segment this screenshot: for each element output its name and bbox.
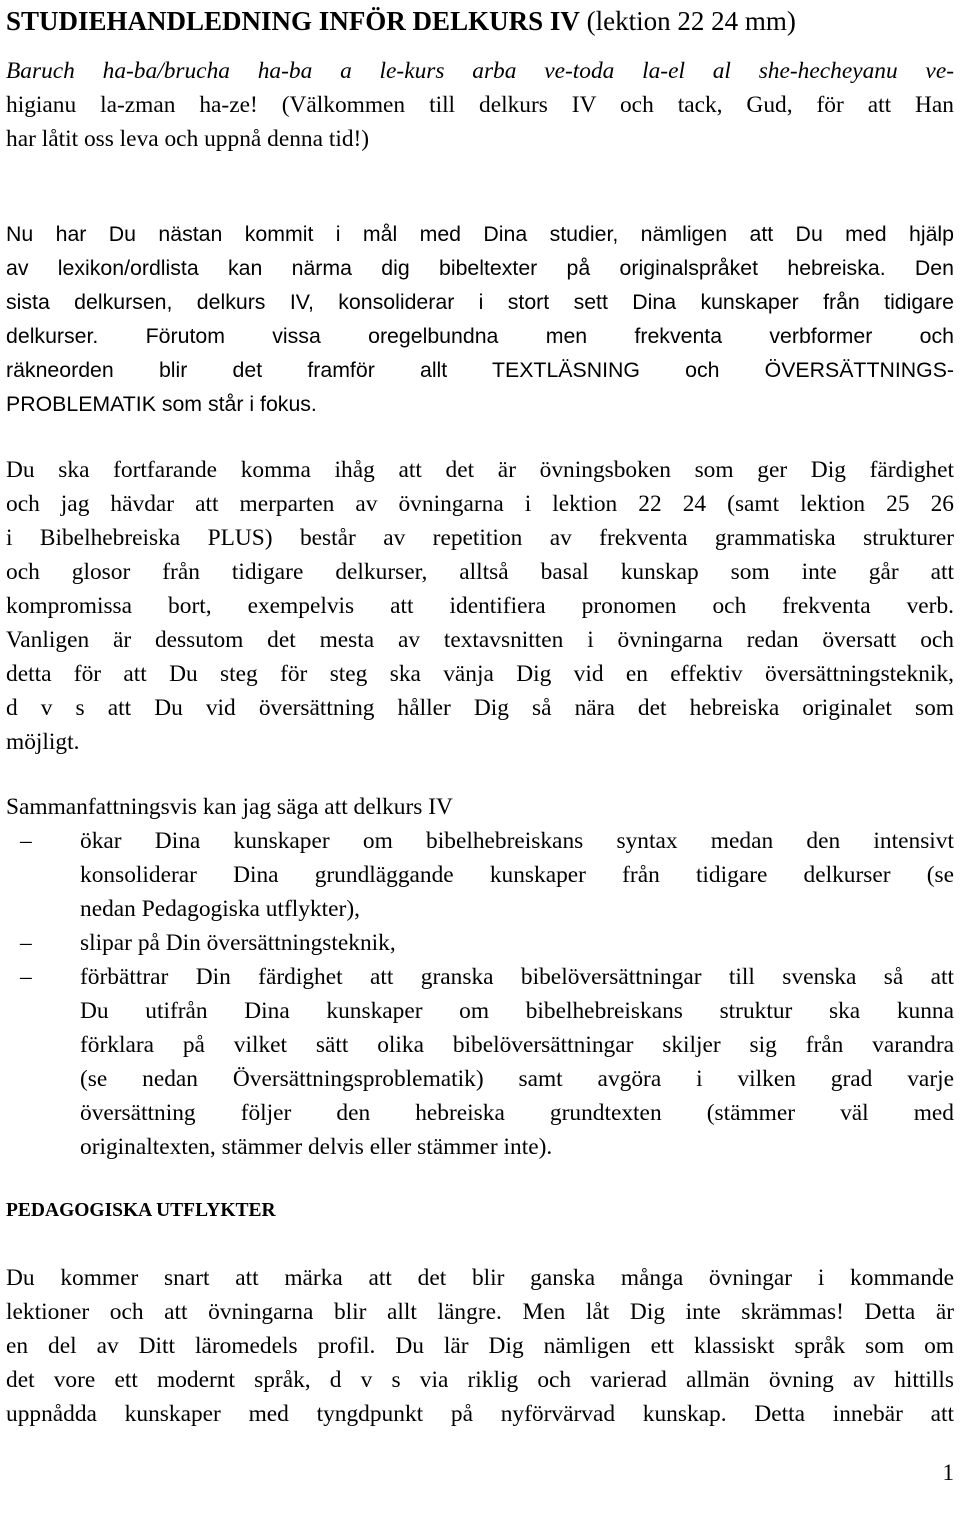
paragraph-line: Nu har Du nästan kommit i mål med Dina studier, nämligen att Du med hjälp: [6, 222, 954, 246]
list-line: slipar på Din översättningsteknik,: [80, 930, 396, 956]
paragraph-line: räkneorden blir det framför allt TEXTLÄSNING och ÖVERSÄTTNINGS-: [6, 358, 954, 382]
paragraph-3: [6, 1261, 954, 1431]
dash-bullet: –: [20, 964, 32, 990]
paragraph-line: kompromissa bort, exempelvis att identifiera pronomen och frekventa verb.: [6, 593, 954, 619]
dash-bullet: –: [20, 828, 32, 854]
list-line: nedan Pedagogiska utflykter),: [80, 896, 360, 922]
paragraph-line: möjligt.: [6, 729, 80, 755]
paragraph-line: lektioner och att övningarna blir allt längre. Men låt Dig inte skrämmas! Detta är: [6, 1299, 954, 1325]
summary-section: [6, 790, 954, 1164]
summary-list-item: [6, 960, 954, 1164]
intro-line: har låtit oss leva och uppnå denna tid!): [6, 126, 370, 152]
intro-line: Baruch ha-ba/brucha ha-ba a le-kurs arba ve-toda la-el al she-hecheyanu ve-: [6, 58, 954, 84]
paragraph-1: [6, 217, 954, 421]
summary-list-item: [6, 926, 954, 960]
paragraph-line: och glosor från tidigare delkurser, alltså basal kunskap som inte går att: [6, 559, 954, 585]
section-heading: PEDAGOGISKA UTFLYKTER: [6, 1200, 276, 1221]
list-line: Du utifrån Dina kunskaper om bibelhebreiskans struktur ska kunna: [80, 998, 954, 1024]
list-line: konsoliderar Dina grundläggande kunskaper från tidigare delkurser (se: [80, 862, 954, 888]
paragraph-line: uppnådda kunskaper med tyngdpunkt på nyförvärvad kunskap. Detta innebär att: [6, 1401, 954, 1427]
paragraph-2: [6, 453, 954, 759]
dash-bullet: –: [20, 930, 32, 956]
list-line: förklara på vilket sätt olika bibelöversättningar skiljer sig från varandra: [80, 1032, 954, 1058]
paragraph-line: Du kommer snart att märka att det blir ganska många övningar i kommande: [6, 1265, 954, 1291]
list-line: förbättrar Din färdighet att granska bibelöversättningar till svenska så att: [80, 964, 954, 990]
list-line: ökar Dina kunskaper om bibelhebreiskans syntax medan den intensivt: [80, 828, 954, 854]
list-line: originaltexten, stämmer delvis eller stämmer inte).: [80, 1134, 553, 1160]
paragraph-line: d v s att Du vid översättning håller Dig så nära det hebreiska originalet som: [6, 695, 954, 721]
intro-paragraph: [6, 54, 954, 156]
title-sub: (lektion 22 24 mm): [579, 6, 796, 36]
page-number: 1: [942, 1460, 954, 1485]
paragraph-line: det vore ett modernt språk, d v s via riklig och varierad allmän övning av hittills: [6, 1367, 954, 1393]
paragraph-line: och jag hävdar att merparten av övningarna i lektion 22 24 (samt lektion 25 26: [6, 491, 954, 517]
paragraph-line: sista delkursen, delkurs IV, konsoliderar i stort sett Dina kunskaper från tidigare: [6, 290, 954, 314]
intro-line: higianu la-zman ha-ze! (Välkommen till delkurs IV och tack, Gud, för att Han: [6, 92, 954, 118]
paragraph-line: PROBLEMATIK som står i fokus.: [6, 392, 317, 416]
paragraph-line: av lexikon/ordlista kan närma dig bibeltexter på originalspråket hebreiska. Den: [6, 256, 954, 280]
paragraph-line: delkurser. Förutom vissa oregelbundna men frekventa verbformer och: [6, 324, 954, 348]
summary-list-item: [6, 824, 954, 926]
summary-intro: Sammanfattningsvis kan jag säga att delkurs IV: [6, 794, 453, 820]
paragraph-line: i Bibelhebreiska PLUS) består av repetition av frekventa grammatiska strukturer: [6, 525, 954, 551]
paragraph-line: Du ska fortfarande komma ihåg att det är övningsboken som ger Dig färdighet: [6, 457, 954, 483]
paragraph-line: en del av Ditt läromedels profil. Du lär Dig nämligen ett klassiskt språk som om: [6, 1333, 954, 1359]
list-line: översättning följer den hebreiska grundtexten (stämmer väl med: [80, 1100, 954, 1126]
paragraph-line: detta för att Du steg för steg ska vänja Dig vid en effektiv översättningsteknik,: [6, 661, 954, 687]
title-main: STUDIEHANDLEDNING INFÖR DELKURS IV: [6, 6, 580, 36]
list-line: (se nedan Översättningsproblematik) samt avgöra i vilken grad varje: [80, 1066, 954, 1092]
page-title: [6, 4, 956, 38]
paragraph-line: Vanligen är dessutom det mesta av textavsnitten i övningarna redan översatt och: [6, 627, 954, 653]
